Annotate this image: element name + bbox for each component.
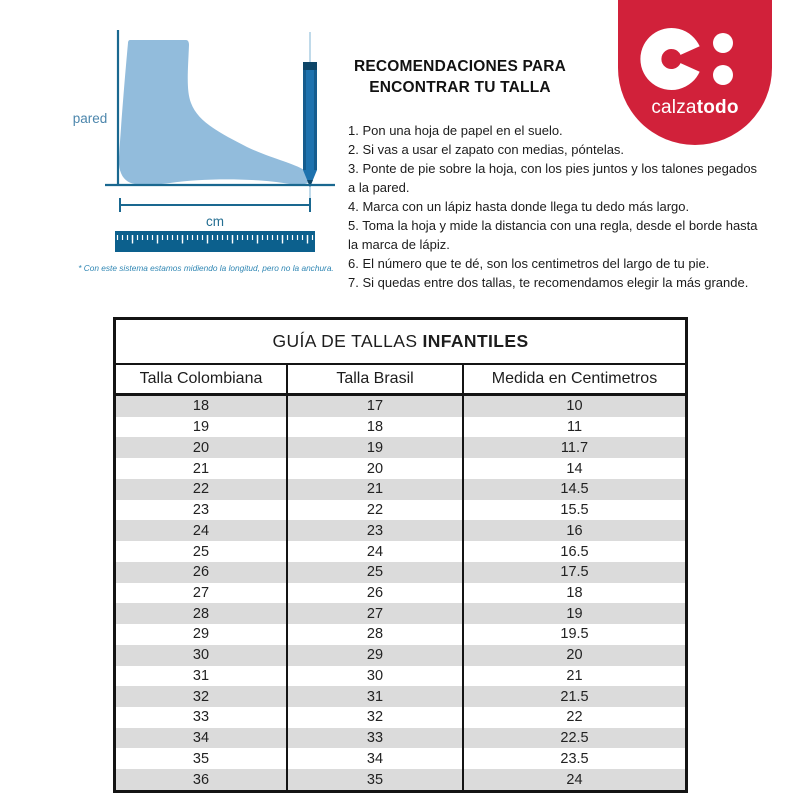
column-header-brasil: Talla Brasil xyxy=(286,365,464,393)
table-cell: 34 xyxy=(286,748,464,769)
table-cell: 27 xyxy=(192,584,210,601)
cm-label: cm xyxy=(206,214,224,229)
table-cell: 21 xyxy=(566,667,583,684)
table-cell: 18 xyxy=(286,417,464,438)
size-table-body xyxy=(116,396,685,790)
foot-measuring-diagram xyxy=(55,15,355,290)
table-cell: 33 xyxy=(286,728,464,749)
table-cell: 16 xyxy=(566,522,583,539)
column-header-colombia: Talla Colombiana xyxy=(139,370,263,387)
table-cell: 23 xyxy=(286,520,464,541)
table-cell: 24 xyxy=(286,541,464,562)
recommendation-step-line: 2. Si vas a usar el zapato con medias, póntelas. xyxy=(348,142,625,157)
size-table-title-bold: INFANTILES xyxy=(422,331,529,351)
table-row xyxy=(116,396,685,417)
table-cell: 19.5 xyxy=(560,626,589,643)
table-cell: 31 xyxy=(192,667,210,684)
table-cell: 19 xyxy=(192,419,210,436)
table-cell: 18 xyxy=(192,398,210,415)
pencil-icon xyxy=(303,62,317,187)
measurement-line xyxy=(120,198,310,212)
table-cell: 35 xyxy=(286,769,464,790)
brand-prefix: calza xyxy=(651,97,697,118)
table-row xyxy=(116,624,685,645)
table-cell: 10 xyxy=(566,398,583,415)
ruler-icon xyxy=(115,231,315,252)
table-cell: 35 xyxy=(192,750,210,767)
table-row xyxy=(116,520,685,541)
table-row xyxy=(116,603,685,624)
table-cell: 36 xyxy=(192,771,210,788)
table-row xyxy=(116,666,685,687)
recommendations-title-line2: ENCONTRAR TU TALLA xyxy=(369,79,551,96)
table-row xyxy=(116,686,685,707)
table-row xyxy=(116,728,685,749)
table-cell: 11 xyxy=(566,419,583,436)
foot-measuring-illustration xyxy=(55,15,355,290)
table-cell: 20 xyxy=(192,439,210,456)
table-cell: 22.5 xyxy=(560,730,589,747)
table-cell: 15.5 xyxy=(560,502,589,519)
table-cell: 14.5 xyxy=(560,481,589,498)
calzatodo-logo xyxy=(618,0,772,145)
table-cell: 11.7 xyxy=(560,439,589,456)
table-cell: 28 xyxy=(286,624,464,645)
recommendation-step-line: 7. Si quedas entre dos tallas, te recomendamos elegir la más grande. xyxy=(348,275,749,290)
table-row xyxy=(116,541,685,562)
table-cell: 33 xyxy=(192,709,210,726)
table-row xyxy=(116,562,685,583)
table-row xyxy=(116,769,685,790)
size-guide-table xyxy=(113,317,688,793)
table-cell: 17.5 xyxy=(560,564,589,581)
brand-suffix: todo xyxy=(696,97,739,118)
recommendation-step-line: a la pared. xyxy=(348,180,410,195)
table-cell: 21.5 xyxy=(560,688,589,705)
table-cell: 29 xyxy=(192,626,210,643)
table-row xyxy=(116,458,685,479)
table-row xyxy=(116,707,685,728)
table-cell: 18 xyxy=(566,584,583,601)
table-row xyxy=(116,417,685,438)
table-cell: 22 xyxy=(192,481,210,498)
table-cell: 28 xyxy=(192,605,210,622)
recommendation-step-line: la marca de lápiz. xyxy=(348,237,450,252)
table-cell: 17 xyxy=(286,396,464,417)
table-cell: 21 xyxy=(286,479,464,500)
recommendation-step-line: 3. Ponte de pie sobre la hoja, con los pies juntos y los talones pegados xyxy=(348,161,758,176)
table-row xyxy=(116,748,685,769)
table-cell: 22 xyxy=(286,500,464,521)
recommendation-steps xyxy=(348,121,758,292)
recommendation-step-line: 6. El número que te dé, son los centimetros del largo de tu pie. xyxy=(348,256,710,271)
recommendations-title-line1: RECOMENDACIONES PARA xyxy=(353,58,567,75)
table-cell: 14 xyxy=(566,460,583,477)
table-row xyxy=(116,583,685,604)
table-cell: 26 xyxy=(286,583,464,604)
recommendations-title xyxy=(340,56,580,98)
table-cell: 19 xyxy=(566,605,583,622)
table-cell: 32 xyxy=(286,707,464,728)
table-cell: 31 xyxy=(286,686,464,707)
size-table-title xyxy=(116,320,685,365)
table-cell: 24 xyxy=(566,771,583,788)
table-row xyxy=(116,500,685,521)
table-cell: 20 xyxy=(286,458,464,479)
table-cell: 23.5 xyxy=(560,750,589,767)
table-row xyxy=(116,645,685,666)
table-row xyxy=(116,437,685,458)
calzatodo-wordmark xyxy=(618,97,772,119)
size-table-header xyxy=(116,365,685,396)
recommendation-step-line: 1. Pon una hoja de papel en el suelo. xyxy=(348,123,563,138)
table-cell: 19 xyxy=(286,437,464,458)
measuring-note: * Con este sistema estamos midiendo la longitud, pero no la anchura. xyxy=(78,263,334,273)
table-cell: 25 xyxy=(192,543,210,560)
recommendation-step-line: 4. Marca con un lápiz hasta donde llega tu dedo más largo. xyxy=(348,199,690,214)
size-table-title-regular: GUÍA DE TALLAS xyxy=(272,331,418,351)
table-row xyxy=(116,479,685,500)
table-cell: 29 xyxy=(286,645,464,666)
table-cell: 25 xyxy=(286,562,464,583)
table-cell: 23 xyxy=(192,502,210,519)
column-header-centimetros: Medida en Centimetros xyxy=(491,370,658,387)
table-cell: 24 xyxy=(192,522,210,539)
table-cell: 30 xyxy=(286,666,464,687)
foot-icon xyxy=(119,40,311,185)
calzatodo-c-icon xyxy=(618,26,772,92)
table-cell: 22 xyxy=(566,709,583,726)
table-cell: 20 xyxy=(566,647,583,664)
table-cell: 30 xyxy=(192,647,210,664)
wall-label: pared xyxy=(72,111,108,126)
table-cell: 21 xyxy=(192,460,210,477)
table-cell: 34 xyxy=(192,730,210,747)
table-cell: 16.5 xyxy=(560,543,589,560)
recommendation-step-line: 5. Toma la hoja y mide la distancia con una regla, desde el borde hasta xyxy=(348,218,758,233)
table-cell: 26 xyxy=(192,564,210,581)
table-cell: 32 xyxy=(192,688,210,705)
table-cell: 27 xyxy=(286,603,464,624)
